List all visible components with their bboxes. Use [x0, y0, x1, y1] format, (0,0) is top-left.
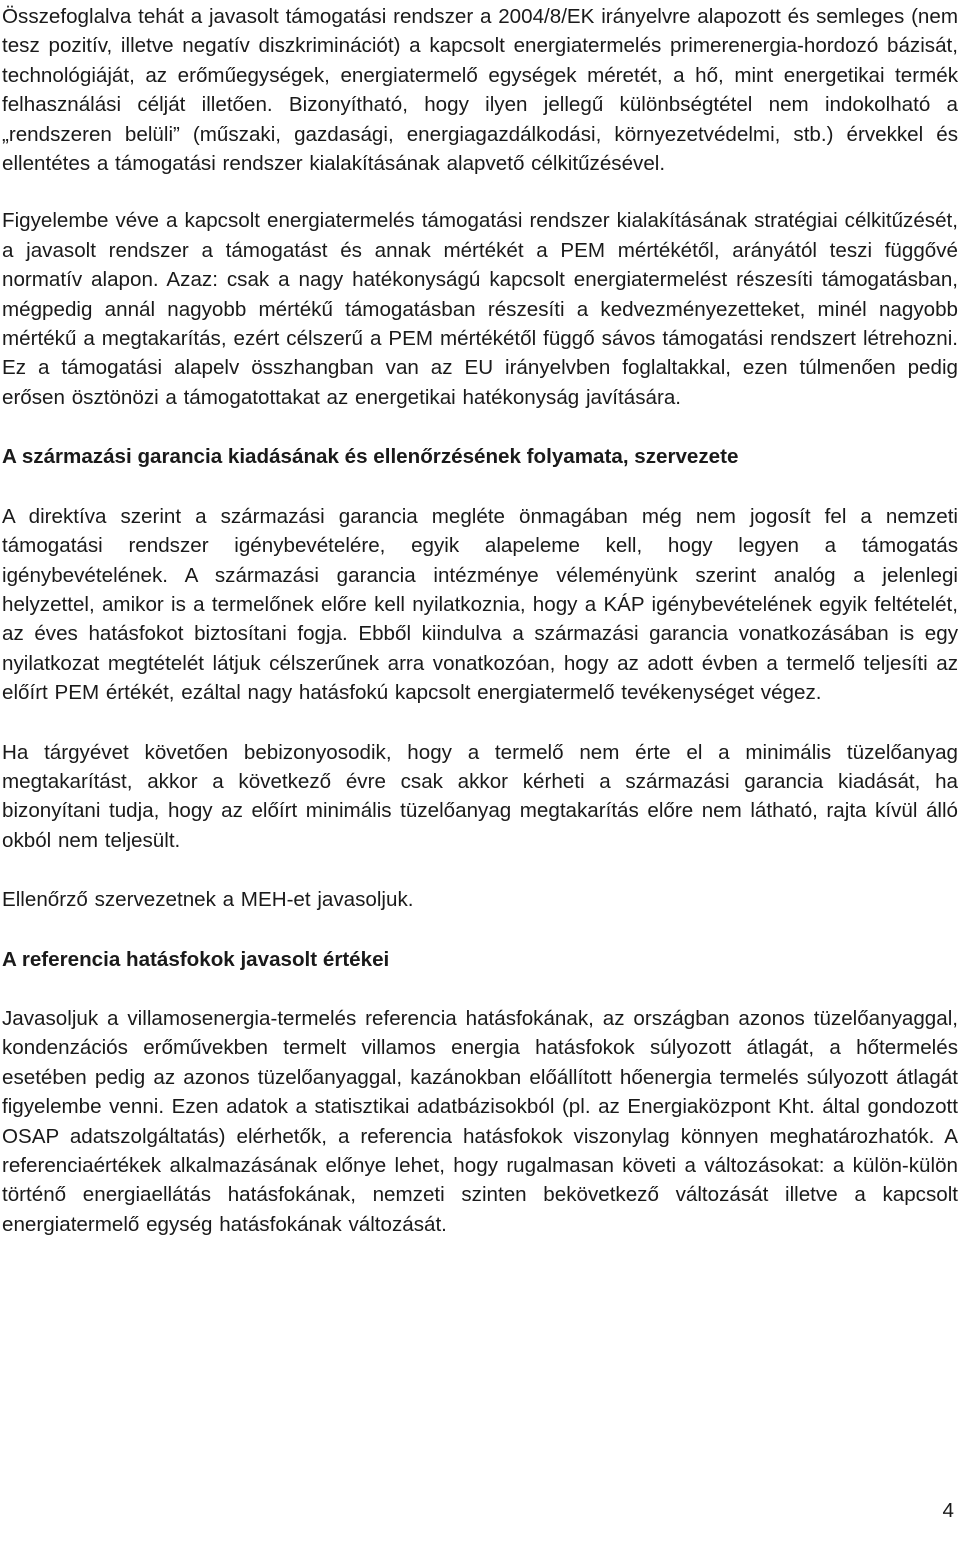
paragraph-summary: Összefoglalva tehát a javasolt támogatási rendszer a 2004/8/EK irányelvre alapozott és semleges (nem tesz pozitív, illetve negatív diszkriminációt) a kapcsolt energiatermelés primerenergia-hordozó bázisát, technológiáját, az erőműegységek, energiatermelő egységek méretét, a hő, mint energetikai termék felhasználási célját illetően. Bizonyítható, hogy ilyen jellegű különbségtétel nem indokolható a „rendszeren belüli” (műszaki, gazdasági, energiagazdálkodási, környezetvédelmi, stb.) érvekkel és ellentétes a támogatási rendszer kialakításának alapvető célkitűzésével.	[2, 5, 958, 176]
document-body	[2, 2, 958, 1239]
paragraph-controlling-body: Ellenőrző szervezetnek a MEH-et javasoljuk.	[2, 888, 414, 912]
paragraph-directive: A direktíva szerint a származási garancia megléte önmagában még nem jogosít fel a nemzeti támogatási rendszer igénybevételére, egyik alapeleme kell, hogy legyen a támogatás igénybevételének. A származási garancia intézménye véleményünk szerint analóg a jelenlegi helyzettel, amikor is a termelőnek előre kell nyilatkoznia, hogy a KÁP igénybevételének egyik feltételét, az éves hatásfokot biztosítani fogja. Ebből kiindulva a származási garancia vonatkozásában is egy nyilatkozat megtételét látjuk célszerűnek arra vonatkozóan, hogy az adott évben a termelő teljesíti az előírt PEM értékét, ezáltal nagy hatásfokú kapcsolt energiatermelő tevékenységet végez.	[2, 504, 958, 705]
paragraph-strategy: Figyelembe véve a kapcsolt energiatermelés támogatási rendszer kialakításának stratégiai célkitűzését, a javasolt rendszer a támogatást és annak mértékét a PEM mértékétől, arányától teszi függővé normatív alapon. Azaz: csak a nagy hatékonyságú kapcsolt energiatermelést részesíti támogatásban, mégpedig annál nagyobb mértékű támogatásban részesíti a kedvezményezetteket, minél nagyobb mértékű a megtakarítás, ezért célszerű a PEM mértékétől függő sávos támogatási rendszert létrehozni. Ez a támogatási alapelv összhangban van az EU irányelvben foglaltakkal, ezen túlmenően pedig erősen ösztönözi a támogatottakat az energetikai hatékonyság javítására.	[2, 209, 958, 409]
section-heading-reference-efficiency: A referencia hatásfokok javasolt értékei	[2, 947, 390, 971]
paragraph-verification: Ha tárgyévet követően bebizonyosodik, hogy a termelő nem érte el a minimális tüzelőanyag megtakarítást, akkor a következő évre csak akkor kérheti a származási garancia kiadását, ha bizonyítani tudja, hogy az előírt minimális tüzelőanyag megtakarítás előre nem látható, rajta kívül álló okból nem teljesült.	[2, 740, 958, 852]
section-heading-origin-guarantee: A származási garancia kiadásának és ellenőrzésének folyamata, szervezete	[2, 445, 739, 469]
page-number: 4	[942, 1499, 954, 1522]
paragraph-reference-values: Javasoljuk a villamosenergia-termelés referencia hatásfokának, az országban azonos tüzelőanyaggal, kondenzációs erőművekben termelt villamos energia hatásfokok súlyozott átlagát, a hőtermelés esetében pedig az azonos tüzelőanyaggal, kazánokban előállított hőenergia termelés súlyozott átlagát figyelembe venni. Ezen adatok a statisztikai adatbázisokból (pl. az Energiaközpont Kht. által gondozott OSAP adatszolgáltatás) elérhetők, a referencia hatásfokok viszonylag könnyen meghatározhatók. A referenciaértékek alkalmazásának előnye lehet, hogy rugalmasan követi a változásokat: a külön-külön történő energiaellátás hatásfokának, nemzeti szinten bekövetkező változását illetve a kapcsolt energiatermelő egység hatásfokának változását.	[2, 1006, 958, 1236]
